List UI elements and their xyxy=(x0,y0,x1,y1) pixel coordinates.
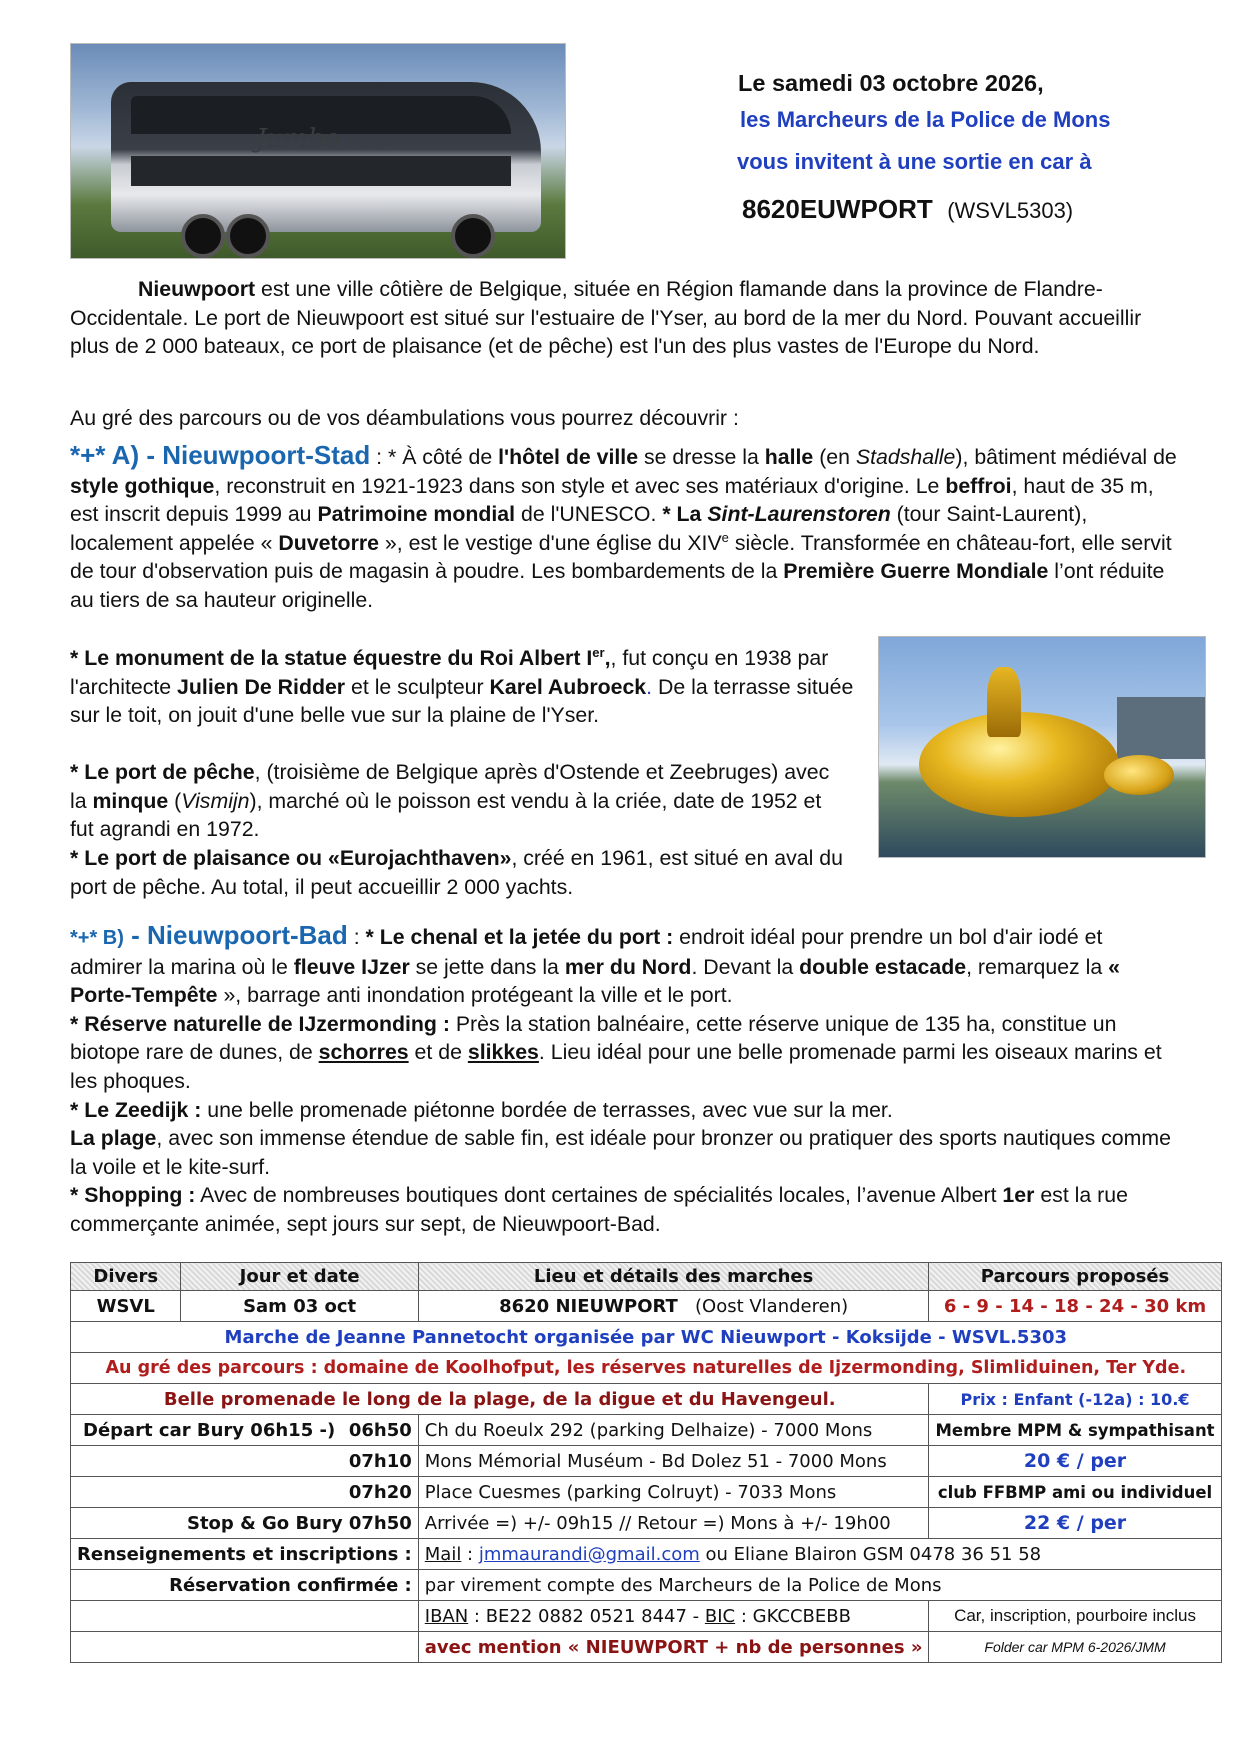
table-row xyxy=(71,1291,1222,1322)
header-destination: 8620EUWPORT (WSVL5303) xyxy=(742,194,1074,224)
marche-title: Marche de Jeanne Pannetocht organisée par WC Nieuwport - Koksijde - WSVL.5303 xyxy=(71,1322,1222,1353)
promenade-line: Belle promenade le long de la plage, de la digue et du Havengeul. xyxy=(71,1384,929,1415)
bus-wheel xyxy=(226,214,270,258)
resa-text: par virement compte des Marcheurs de la Police de Mons xyxy=(418,1570,1221,1601)
section-b: *+* B) - Nieuwpoort-Bad : * Le chenal et la jetée du port : endroit idéal pour prendre un bol d'air iodé et admirer la marina où le fleuve IJzer se jette dans la mer du Nord. Devant la double estacade, remarquez la « Porte-Tempête », barrage anti inondation protégeant la ville et le port. * Réserve naturelle de IJzermonding : Près la station balnéaire, cette réserve unique de 135 ha, constitue un biotope rare de dunes, de schorres et de slikkes. Lieu idéal pour une belle promenade parmi les oiseaux marins et les phoques. * Le Zeedijk : une belle promenade piétonne bordée de terrasses, avec vue sur la mer. La plage, avec son immense étendue de sable fin, est idéale pour bronzer ou pratiquer des sports nautiques comme la voile et le kite-surf. * Shopping : Avec de nombreuses boutiques dont certaines de spécialités locales, l’avenue Albert 1er est la rue commerçante animée, sept jours sur sept, de Nieuwpoort-Bad. xyxy=(70,920,1171,1236)
inclus-cell: Car, inscription, pourboire inclus xyxy=(929,1601,1221,1632)
stop-go-cell: Stop & Go Bury 07h50 xyxy=(71,1508,419,1539)
rens-label: Renseignements et inscriptions : xyxy=(71,1539,419,1570)
header-divers: Divers xyxy=(71,1263,181,1291)
folder-ref: Folder car MPM 6-2026/JMM xyxy=(929,1632,1221,1663)
stop-time: 07h10 xyxy=(71,1446,419,1477)
table-row xyxy=(71,1415,1222,1446)
cell-divers: WSVL xyxy=(71,1291,181,1322)
bus-logo: Jumbo tourisme xyxy=(256,124,398,154)
cell-lieu: 8620 NIEUWPORT (Oost Vlanderen) xyxy=(418,1291,929,1322)
domaines-line: Au gré des parcours : domaine de Koolhofput, les réserves naturelles de Ijzermonding, Slimliduinen, Ter Yde. xyxy=(71,1353,1222,1384)
table-row xyxy=(71,1353,1222,1384)
price-label-club: club FFBMP ami ou individuel xyxy=(929,1477,1221,1508)
table-row xyxy=(71,1632,1222,1663)
info-table xyxy=(70,1262,1222,1663)
turtle-head xyxy=(1104,755,1174,795)
price-member: 20 € / per xyxy=(929,1446,1221,1477)
golden-turtle-photo xyxy=(878,636,1206,858)
table-row xyxy=(71,1477,1222,1508)
building xyxy=(1117,697,1205,759)
iban-cell: IBAN : BE22 0882 0521 8447 - BIC : GKCCBEBB xyxy=(418,1601,929,1632)
header-date: Jour et date xyxy=(181,1263,418,1291)
header-organizer: les Marcheurs de la Police de Mons xyxy=(740,107,1111,132)
table-row xyxy=(71,1570,1222,1601)
header-parcours: Parcours proposés xyxy=(929,1263,1221,1291)
section-a-fishing-port: * Le port de pêche, (troisième de Belgique après d'Ostende et Zeebruges) avec la minque (Vismijn), marché où le poisson est vendu à la criée, date de 1952 et fut agrandi en 1972. xyxy=(70,760,830,842)
turtle-rider xyxy=(987,667,1021,737)
table-row xyxy=(71,1322,1222,1353)
cell-parcours: 6 - 9 - 14 - 18 - 24 - 30 km xyxy=(929,1291,1221,1322)
section-a-main: *+* A) - Nieuwpoort-Stad : * À côté de l'hôtel de ville se dresse la halle (en Stadshalle), bâtiment médiéval de style gothique, reconstruit en 1921-1923 dans son style et avec ses matériaux d'origine. Le beffroi, haut de 35 m, est inscrit depuis 1999 au Patrimoine mondial de l'UNESCO. * La Sint-Laurenstoren (tour Saint-Laurent), localement appelée « Duvetorre », est le vestige d'une église du XIVe siècle. Transformée en château-fort, elle servit de tour d'observation puis de magasin à poudre. Les bombardements de la Première Guerre Mondiale l’ont réduite au tiers de sa hauteur originelle. xyxy=(70,440,1177,612)
cell-date: Sam 03 oct xyxy=(181,1291,418,1322)
header-date: Le samedi 03 octobre 2026, xyxy=(738,70,1044,96)
bus-wheel xyxy=(181,214,225,258)
table-header-row xyxy=(71,1263,1222,1291)
table-row xyxy=(71,1384,1222,1415)
email-link[interactable]: jmmaurandi@gmail.com xyxy=(478,1543,700,1565)
intro-paragraph: Nieuwpoort est une ville côtière de Belgique, située en Région flamande dans la province de Flandre-Occidentale. Le port de Nieuwpoort est situé sur l'estuaire de l'Yser, au bord de la mer du Nord. Pouvant accueillir plus de 2 000 bateaux, ce port de plaisance (et de pêche) est l'un des plus vastes de l'Europe du Nord. xyxy=(70,277,1142,359)
mention-cell: avec mention « NIEUWPORT + nb de personnes » xyxy=(418,1632,929,1663)
arrival-return: Arrivée =) +/- 09h15 // Retour =) Mons à +/- 19h00 xyxy=(418,1508,929,1539)
table-row xyxy=(71,1539,1222,1570)
depart-cell: Départ car Bury 06h15 -) 06h50 xyxy=(71,1415,419,1446)
stop-location: Place Cuesmes (parking Colruyt) - 7033 Mons xyxy=(418,1477,929,1508)
bus-photo xyxy=(70,43,566,259)
header-invitation: vous invitent à une sortie en car à xyxy=(737,149,1092,174)
table-row xyxy=(71,1508,1222,1539)
price-label-member: Membre MPM & sympathisant xyxy=(929,1415,1221,1446)
price-club: 22 € / per xyxy=(929,1508,1221,1539)
table-row xyxy=(71,1601,1222,1632)
bus-lower-windows xyxy=(131,156,511,186)
section-a-monument-text: * Le monument de la statue équestre du Roi Albert Ier,, fut conçu en 1938 par l'architecte Julien De Ridder et le sculpteur Karel Aubroeck. De la terrasse située sur le toit, on jouit d'une belle vue sur la plaine de l'Yser. xyxy=(70,644,870,730)
header-lieu: Lieu et détails des marches xyxy=(418,1263,929,1291)
resa-label: Réservation confirmée : xyxy=(71,1570,419,1601)
rens-contact: Mail : jmmaurandi@gmail.com ou Eliane Blairon GSM 0478 36 51 58 xyxy=(418,1539,1221,1570)
prix-enfant: Prix : Enfant (-12a) : 10.€ xyxy=(929,1384,1221,1415)
table-row xyxy=(71,1446,1222,1477)
stop-time: 07h20 xyxy=(71,1477,419,1508)
stop-location: Mons Mémorial Muséum - Bd Dolez 51 - 7000 Mons xyxy=(418,1446,929,1477)
section-a-yacht-port: * Le port de plaisance ou «Eurojachthaven», créé en 1961, est situé en aval du port de pêche. Au total, il peut accueillir 2 000 yachts. xyxy=(70,846,843,899)
bus-wheel xyxy=(451,214,495,258)
stop-location: Ch du Roeulx 292 (parking Delhaize) - 7000 Mons xyxy=(418,1415,929,1446)
intro-discover: Au gré des parcours ou de vos déambulations vous pourrez découvrir : xyxy=(70,406,739,430)
